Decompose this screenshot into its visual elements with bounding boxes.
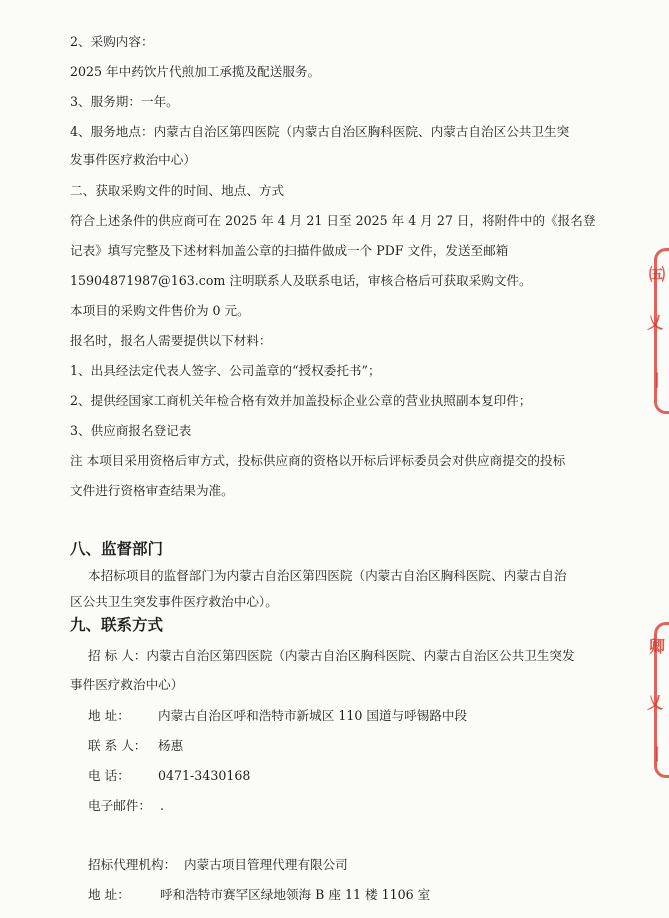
supervision-paragraph-line2: 区公共卫生突发事件医疗救治中心）。 <box>70 594 278 609</box>
procurement-paragraph-line2: 记表》填写完整及下述材料加盖公章的扫描件做成一个 PDF 文件，发送至邮箱 <box>70 243 509 258</box>
procurement-paragraph-line3: 15904871987@163.com 注明联系人及联系电话，审核合格后可获取采购文件。 <box>70 273 532 288</box>
item-2-label: 2、采购内容： <box>70 34 154 49</box>
email-label: 电子邮件： <box>88 798 151 813</box>
contact-row <box>88 738 183 754</box>
item-4-service-location-line2: 发事件医疗救治中心） <box>70 152 196 167</box>
document-price: 本项目的采购文件售价为 0 元。 <box>70 303 250 318</box>
item-4-service-location-line1: 4、服务地点：内蒙古自治区第四医院（内蒙古自治区胸科医院、内蒙古自治区公共卫生突 <box>70 124 570 139</box>
phone-label: 电 话： <box>88 768 130 783</box>
address-row <box>88 708 467 724</box>
note-line1: 注 本项目采用资格后审方式，投标供应商的资格以开标后评标委员会对供应商提交的投标 <box>70 453 566 468</box>
phone-value: 0471-3430168 <box>158 768 251 783</box>
email-row <box>88 798 164 814</box>
requirement-2: 2、提供经国家工商机关年检合格有效并加盖投标企业公章的营业执照副本复印件； <box>70 393 532 408</box>
procurement-paragraph-line1: 符合上述条件的供应商可在 2025 年 4 月 21 日至 2025 年 4 月 27 日，将附件中的《报名登 <box>70 213 596 228</box>
requirement-3: 3、供应商报名登记表 <box>70 423 192 438</box>
tenderer-line2: 事件医疗救治中心） <box>70 677 184 692</box>
contact-label: 联 系 人： <box>88 738 147 753</box>
address-value: 内蒙古自治区呼和浩特市新城区 110 国道与呼锡路中段 <box>158 708 468 723</box>
section-2-title: 二、获取采购文件的时间、地点、方式 <box>70 183 285 198</box>
contact-value: 杨惠 <box>158 738 184 753</box>
item-3-service-period: 3、服务期：一年。 <box>70 94 179 109</box>
agency-label: 招标代理机构： <box>88 857 177 872</box>
supervision-paragraph-line1: 本招标项目的监督部门为内蒙古自治区第四医院（内蒙古自治区胸科医院、内蒙古自治 <box>88 568 567 583</box>
section-9-heading: 九、联系方式 <box>70 615 164 634</box>
tenderer-line1: 招 标 人：内蒙古自治区第四医院（内蒙古自治区胸科医院、内蒙古自治区公共卫生突发 <box>88 648 575 663</box>
agency-row <box>88 857 348 873</box>
address-label: 地 址： <box>88 708 130 723</box>
requirement-1: 1、出具经法定代表人签字、公司盖章的“授权委托书”； <box>70 363 381 378</box>
phone-row <box>88 768 250 784</box>
agency-address-value: 呼和浩特市赛罕区绿地领海 B 座 11 楼 1106 室 <box>160 887 431 902</box>
agency-address-row <box>88 887 430 903</box>
item-2-content: 2025 年中药饮片代煎加工承揽及配送服务。 <box>70 64 321 79</box>
agency-value: 内蒙古项目管理代理有限公司 <box>184 857 348 872</box>
registration-intro: 报名时，报名人需要提供以下材料： <box>70 333 272 348</box>
agency-address-label: 地 址： <box>88 887 130 902</box>
section-8-heading: 八、监督部门 <box>70 539 164 558</box>
note-line2: 文件进行资格审查结果为准。 <box>70 483 234 498</box>
email-value: . <box>160 798 165 813</box>
